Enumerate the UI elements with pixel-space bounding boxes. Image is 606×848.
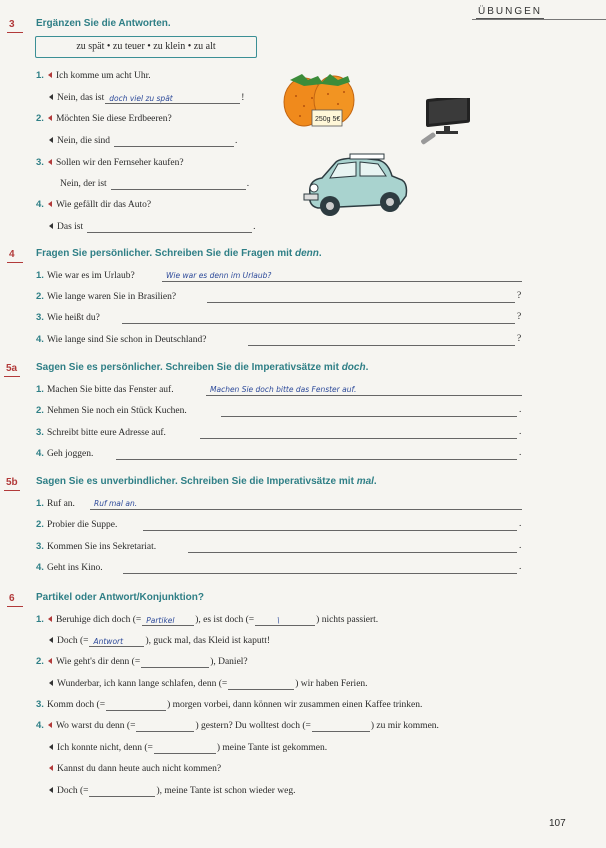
speaker-b-icon [49, 137, 53, 143]
item-text: Geh joggen. [46, 449, 94, 459]
word-box: zu spät • zu teuer • zu klein • zu alt [35, 36, 257, 58]
end-punctuation: ? [517, 291, 522, 301]
ex6-line-5 [36, 699, 422, 711]
item-text: Wie lange sind Sie schon in Deutschland? [46, 335, 207, 345]
answer-end: . [246, 179, 250, 189]
speaker-a-icon [48, 616, 52, 622]
speaker-b-icon [49, 680, 53, 686]
ex5b-item-1 [36, 498, 75, 510]
exercise-5a-number: 5a [6, 363, 18, 374]
ex4-item-2 [36, 291, 176, 303]
answer-prefix: Nein, das ist [57, 93, 105, 103]
answer-line[interactable] [90, 498, 522, 510]
section-header-label: ÜBUNGEN [478, 6, 543, 17]
item-number: 2. [36, 519, 44, 530]
question-text: Ich komme um acht Uhr. [55, 71, 151, 81]
header-rule [472, 19, 606, 20]
exercise-5a-title [36, 362, 368, 373]
speaker-a-icon [48, 722, 52, 728]
answer-line[interactable] [206, 384, 522, 396]
text-part: ) meine Tante ist gekommen. [216, 743, 328, 753]
answer-blank[interactable] [141, 657, 209, 668]
ex6-line-4 [48, 678, 368, 690]
answer-blank[interactable] [111, 179, 246, 190]
item-number: 3. [36, 157, 44, 168]
item-number: 1. [36, 270, 44, 281]
text-part: Wie geht's dir denn (= [55, 657, 141, 667]
item-text: Nehmen Sie noch ein Stück Kuchen. [46, 406, 187, 416]
text-part: ), guck mal, das Kleid ist kaputt! [145, 636, 271, 646]
answer-line[interactable] [122, 312, 515, 324]
exercise-5b-title [36, 476, 377, 487]
ex6-line-8 [48, 763, 221, 775]
ex3-item-2-answer [48, 135, 237, 147]
text-part: Beruhige dich doch (= [55, 615, 142, 625]
answer-line[interactable] [221, 405, 517, 417]
item-text: Wie heißt du? [46, 313, 100, 323]
text-part: Wunderbar, ich kann lange schlafen, denn (= [57, 679, 228, 689]
answer-line[interactable] [143, 519, 517, 531]
item-number: 1. [36, 498, 44, 509]
text-part: Doch (= [57, 786, 89, 796]
text-part: ) wir haben Ferien. [295, 679, 368, 689]
question-text: Wie gefällt dir das Auto? [55, 200, 152, 210]
answer-blank[interactable] [89, 786, 155, 797]
exercise-5b-number: 5b [6, 477, 18, 488]
end-punctuation: . [519, 427, 522, 437]
answer-blank[interactable] [228, 679, 294, 690]
item-number: 1. [36, 614, 44, 625]
end-punctuation: . [519, 519, 522, 529]
answer-line[interactable] [123, 562, 517, 574]
item-number: 3. [36, 427, 44, 438]
handwritten-answer: doch viel zu spät [109, 94, 173, 103]
item-number: 2. [36, 656, 44, 667]
answer-end: ! [241, 93, 245, 103]
item-number: 2. [36, 405, 44, 416]
item-text: Kommen Sie ins Sekretariat. [46, 542, 157, 552]
exercise-3-title: Ergänzen Sie die Antworten. [36, 18, 171, 29]
answer-line[interactable] [248, 334, 515, 346]
ex6-line-9 [48, 785, 295, 797]
answer-line[interactable] [116, 448, 517, 460]
exercise-4-number: 4 [9, 249, 15, 260]
answer-blank[interactable] [106, 700, 166, 711]
text-part: ) nichts passiert. [316, 615, 379, 625]
ex4-item-4 [36, 334, 206, 346]
ex6-line-3 [36, 656, 248, 668]
answer-blank[interactable] [154, 743, 216, 754]
text-part: ), Daniel? [210, 657, 248, 667]
item-number: 4. [36, 448, 44, 459]
text-part: ) zu mir kommen. [370, 721, 439, 731]
exercise-4-title [36, 248, 322, 259]
handwritten-answer: Machen Sie doch bitte das Fenster auf. [210, 385, 357, 394]
answer-prefix: Nein, die sind [57, 136, 111, 146]
question-text: Sollen wir den Fernseher kaufen? [55, 158, 184, 168]
ex5b-item-4 [36, 562, 103, 574]
ex3-item-3-answer [60, 178, 249, 190]
item-number: 4. [36, 199, 44, 210]
item-text: Probier die Suppe. [46, 520, 118, 530]
answer-line[interactable] [162, 270, 522, 282]
item-number: 4. [36, 720, 44, 731]
item-number: 1. [36, 70, 44, 81]
speaker-b-icon [49, 744, 53, 750]
text-part: ) gestern? Du wolltest doch (= [195, 721, 311, 731]
item-number: 4. [36, 334, 44, 345]
handwritten-answer: Partikel [146, 616, 175, 625]
speaker-a-icon [49, 765, 53, 771]
television-illustration [418, 98, 474, 148]
price-tag: 250g 5€ [315, 116, 341, 123]
speaker-b-icon [49, 94, 53, 100]
title-text: Sagen Sie es unverbindlicher. Schreiben Sie die Imperativsätze mit [36, 476, 357, 487]
item-text: Wie war es im Urlaub? [46, 271, 135, 281]
text-part: Kannst du dann heute auch nicht kommen? [57, 764, 222, 774]
ex3-item-1-answer [48, 92, 244, 104]
end-punctuation: ? [517, 312, 522, 322]
ex3-item-1-question [36, 70, 151, 82]
text-part: Ich konnte nicht, denn (= [57, 743, 153, 753]
ex3-item-4-answer [48, 221, 256, 233]
text-part: Wo warst du denn (= [55, 721, 136, 731]
handwritten-answer: Wie war es denn im Urlaub? [166, 271, 272, 280]
handwritten-mark: \ [277, 616, 280, 625]
question-text: Möchten Sie diese Erdbeeren? [55, 114, 172, 124]
ex6-line-7 [48, 742, 327, 754]
ex4-item-1 [36, 270, 135, 282]
item-number: 4. [36, 562, 44, 573]
title-keyword: doch [341, 362, 366, 373]
answer-blank[interactable] [105, 93, 240, 104]
item-number: 1. [36, 384, 44, 395]
end-punctuation: . [519, 448, 522, 458]
ex4-item-3 [36, 312, 100, 324]
end-punctuation: . [519, 562, 522, 572]
ex5b-item-3 [36, 541, 156, 553]
answer-end: . [235, 136, 238, 146]
exercise-3-number: 3 [9, 19, 15, 30]
text-part: Komm doch (= [46, 700, 106, 710]
ex3-item-3-question [36, 157, 184, 169]
item-text: Geht ins Kino. [46, 563, 103, 573]
exercise-6-title: Partikel oder Antwort/Konjunktion? [36, 592, 204, 603]
end-punctuation: ? [517, 334, 522, 344]
exercise-6-number: 6 [9, 593, 15, 604]
ex5a-item-2 [36, 405, 187, 417]
ex6-line-2 [48, 635, 270, 647]
end-punctuation: . [519, 405, 522, 415]
answer-blank[interactable] [312, 721, 370, 732]
ex6-line-6 [36, 720, 439, 732]
end-punctuation: . [519, 541, 522, 551]
text-part: ), es ist doch (= [195, 615, 255, 625]
speaker-a-icon [48, 658, 52, 664]
speaker-a-icon [48, 115, 52, 121]
answer-prefix: Das ist [57, 222, 84, 232]
speaker-b-icon [49, 223, 53, 229]
ex3-item-4-question [36, 199, 151, 211]
title-end: . [318, 248, 322, 259]
item-number: 2. [36, 113, 44, 124]
answer-prefix: Nein, der ist [60, 179, 107, 189]
title-keyword: denn [294, 248, 319, 259]
handwritten-answer: Ruf mal an. [94, 499, 138, 508]
text-part: ) morgen vorbei, dann können wir zusammen einen Kaffee trinken. [167, 700, 423, 710]
answer-line[interactable] [188, 541, 517, 553]
speaker-a-icon [48, 72, 52, 78]
ex5a-item-4 [36, 448, 93, 460]
ex5a-item-3 [36, 427, 166, 439]
answer-blank[interactable] [89, 636, 144, 647]
answer-line[interactable] [200, 427, 517, 439]
speaker-a-icon [48, 159, 52, 165]
title-end: . [373, 476, 377, 487]
item-text: Ruf an. [46, 499, 75, 509]
item-text: Machen Sie bitte das Fenster auf. [46, 385, 174, 395]
ex5b-item-2 [36, 519, 117, 531]
title-text: Fragen Sie persönlicher. Schreiben Sie die Fragen mit [36, 248, 295, 259]
title-keyword: mal [356, 476, 374, 487]
item-text: Schreibt bitte eure Adresse auf. [46, 428, 166, 438]
text-part: Doch (= [57, 636, 89, 646]
item-number: 2. [36, 291, 44, 302]
answer-end: . [253, 222, 256, 232]
answer-blank[interactable] [87, 222, 252, 233]
title-text: Sagen Sie es persönlicher. Schreiben Sie die Imperativsätze mit [36, 362, 342, 373]
ex5a-item-1 [36, 384, 174, 396]
answer-line[interactable] [207, 291, 515, 303]
handwritten-answer: Antwort [93, 637, 124, 646]
ex6-line-1 [36, 614, 378, 626]
answer-blank[interactable] [114, 136, 234, 147]
ex3-item-2-question [36, 113, 172, 125]
text-part: ), meine Tante ist schon wieder weg. [156, 786, 296, 796]
page-number: 107 [549, 818, 566, 829]
speaker-a-icon [48, 201, 52, 207]
title-end: . [365, 362, 369, 373]
item-number: 3. [36, 699, 44, 710]
item-text: Wie lange waren Sie in Brasilien? [46, 292, 177, 302]
item-number: 3. [36, 541, 44, 552]
answer-blank[interactable] [255, 615, 315, 626]
speaker-b-icon [49, 787, 53, 793]
item-number: 3. [36, 312, 44, 323]
answer-blank[interactable] [136, 721, 194, 732]
speaker-b-icon [49, 637, 53, 643]
car-illustration [300, 150, 412, 222]
answer-blank[interactable] [142, 615, 194, 626]
